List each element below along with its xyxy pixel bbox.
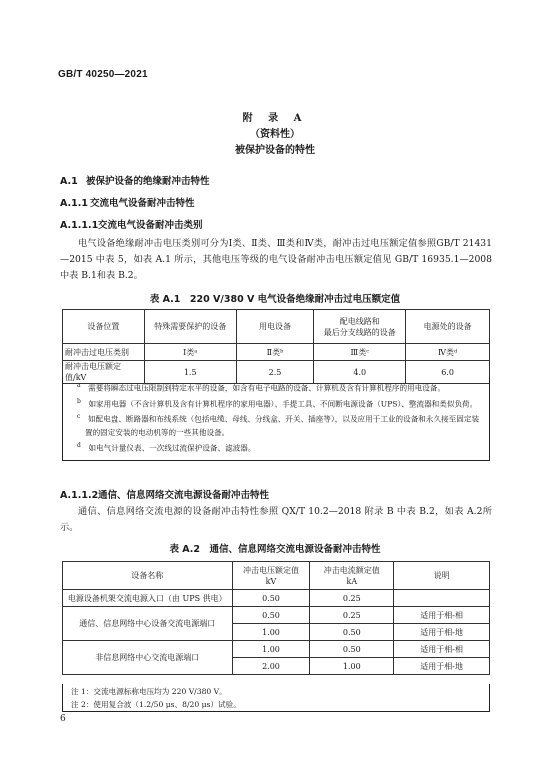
paragraph-text: 电气设备绝缘耐冲击电压类别可分为Ⅰ类、Ⅱ类、Ⅲ类和Ⅳ类，耐冲击过电压额定值参照GB/T 21431—2015 中表 5，如表 A.1 所示，其他电压等级的电气设备耐冲击电压额定值见 GB/T 16935.1—2008 中表 B.1和表 B.2。 — [60, 238, 492, 281]
section-a112-heading — [60, 487, 269, 501]
footnote-c: $^c$ 如配电盘、断路器和布线系统（包括电缆、母线、分线盒、开关、插座等），以及应用于工业的设备和永久接至固定装置的固定安装的电动机等的一些其他设备。 — [77, 413, 480, 437]
table-cell: 适用于相-相 — [394, 641, 490, 658]
footnote-b: $^b$ 如家用电器（不含计算机及含有计算机程序的家用电器）、手提工具、不间断电源设备（UPS）、整流器和类似负荷。 — [77, 397, 478, 409]
column-header: 设备名称 — [63, 562, 233, 590]
table-cell: 适用于相-相 — [394, 607, 490, 624]
table-header-row — [63, 562, 490, 590]
table-cell: 0.25 — [310, 590, 394, 607]
section-number: A.1 — [60, 176, 78, 187]
section-number: A.1.1 — [60, 198, 88, 209]
section-a11-heading — [60, 195, 195, 209]
appendix-name: 被保护设备的特性 — [235, 145, 315, 156]
table-cell: 2.5 — [236, 361, 314, 384]
table-a2 — [62, 561, 490, 675]
column-header: 配电线路和 最后分支线路的设备 — [314, 310, 406, 344]
section-number: A.1.1.2 — [60, 490, 99, 501]
table-cell: 1.00 — [232, 641, 310, 658]
table-a2-notes — [62, 684, 490, 712]
table-cell: 0.50 — [310, 641, 394, 658]
table-cell: Ⅳ类ᵈ — [406, 344, 490, 361]
section-title: 被保护设备的绝缘耐冲击特性 — [86, 176, 210, 187]
table-cell: 适用于相-地 — [394, 624, 490, 641]
table-a2-title: 表 A.2 通信、信息网络交流电源设备耐冲击特性 — [169, 544, 381, 555]
column-header: 冲击电流额定值 kA — [310, 562, 394, 590]
table-cell: 0.50 — [310, 624, 394, 641]
section-a1-heading — [60, 173, 210, 187]
footnote-a: $^a$ 需要将瞬态过电压限制到特定水平的设备，如含有电子电路的设备、计算机及含有计算机程序的用电设备。 — [77, 382, 446, 393]
appendix-nature: （资料性） — [250, 129, 300, 140]
paragraph-telecom-power — [60, 504, 492, 536]
section-a111-heading — [60, 217, 203, 231]
table-cell: 0.50 — [232, 607, 310, 624]
table-row — [63, 590, 490, 607]
column-header: 设备位置 — [63, 310, 145, 344]
table-cell: 2.00 — [232, 658, 310, 675]
table-cell: 耐冲击过电压类别 — [63, 344, 145, 361]
table-row — [63, 607, 490, 624]
table-cell: 1.5 — [144, 361, 236, 384]
table-cell: 1.00 — [310, 658, 394, 675]
table-cell: 0.25 — [310, 607, 394, 624]
table-cell: Ⅰ类ᵃ — [144, 344, 236, 361]
paragraph-text: 通信、信息网络交流电源的设备耐冲击特性参照 QX/T 10.2—2018 附录 B 中表 B.2，如表 A.2所示。 — [60, 506, 492, 533]
standard-code: GB/T 40250—2021 — [58, 69, 148, 80]
table-a1-title: 表 A.1 220 V/380 V 电气设备绝缘耐冲击过电压额定值 — [149, 294, 401, 305]
table-cell: 非信息网络中心交流电源端口 — [63, 641, 233, 675]
table-cell: 通信、信息网络中心设备交流电源端口 — [63, 607, 233, 641]
table-a1 — [62, 309, 490, 384]
table-a1-footnotes — [62, 377, 490, 461]
column-header: 特殊需要保护的设备 — [144, 310, 236, 344]
footnote-d: $^d$ 如电气计量仪表、一次线过流保护设备、滤波器。 — [77, 441, 256, 453]
table-header-row — [63, 310, 490, 344]
table-cell: 0.50 — [232, 590, 310, 607]
table-row — [63, 641, 490, 658]
table-row — [63, 344, 490, 361]
section-number: A.1.1.1 — [60, 220, 99, 231]
table-note: 注 2：使用复合波（1.2/50 μs、8/20 μs）试验。 — [71, 700, 241, 709]
table-cell: 耐冲击电压额定值/kV — [63, 361, 145, 384]
column-header: 冲击电压额定值 kV — [232, 562, 310, 590]
table-cell: 6.0 — [406, 361, 490, 384]
column-header: 电源处的设备 — [406, 310, 490, 344]
section-title: 通信、信息网络交流电源设备耐冲击特性 — [98, 490, 270, 501]
section-title: 交流电气设备耐冲击类别 — [98, 220, 203, 231]
table-cell: 1.00 — [232, 624, 310, 641]
column-header: 用电设备 — [236, 310, 314, 344]
appendix-title: 附 录 A — [242, 113, 308, 124]
table-cell: 适用于相-地 — [394, 658, 490, 675]
column-header: 说明 — [394, 562, 490, 590]
paragraph-impulse-categories — [60, 236, 492, 284]
table-cell — [394, 590, 490, 607]
table-cell: 4.0 — [314, 361, 406, 384]
table-cell: 电源设备机架交流电源入口（由 UPS 供电） — [63, 590, 233, 607]
table-cell: Ⅲ类ᶜ — [314, 344, 406, 361]
page-number: 6 — [60, 714, 66, 724]
table-cell: Ⅱ类ᵇ — [236, 344, 314, 361]
section-title: 交流电气设备耐冲击特性 — [90, 198, 195, 209]
table-note: 注 1：交流电源标称电压均为 220 V/380 V。 — [71, 687, 227, 696]
